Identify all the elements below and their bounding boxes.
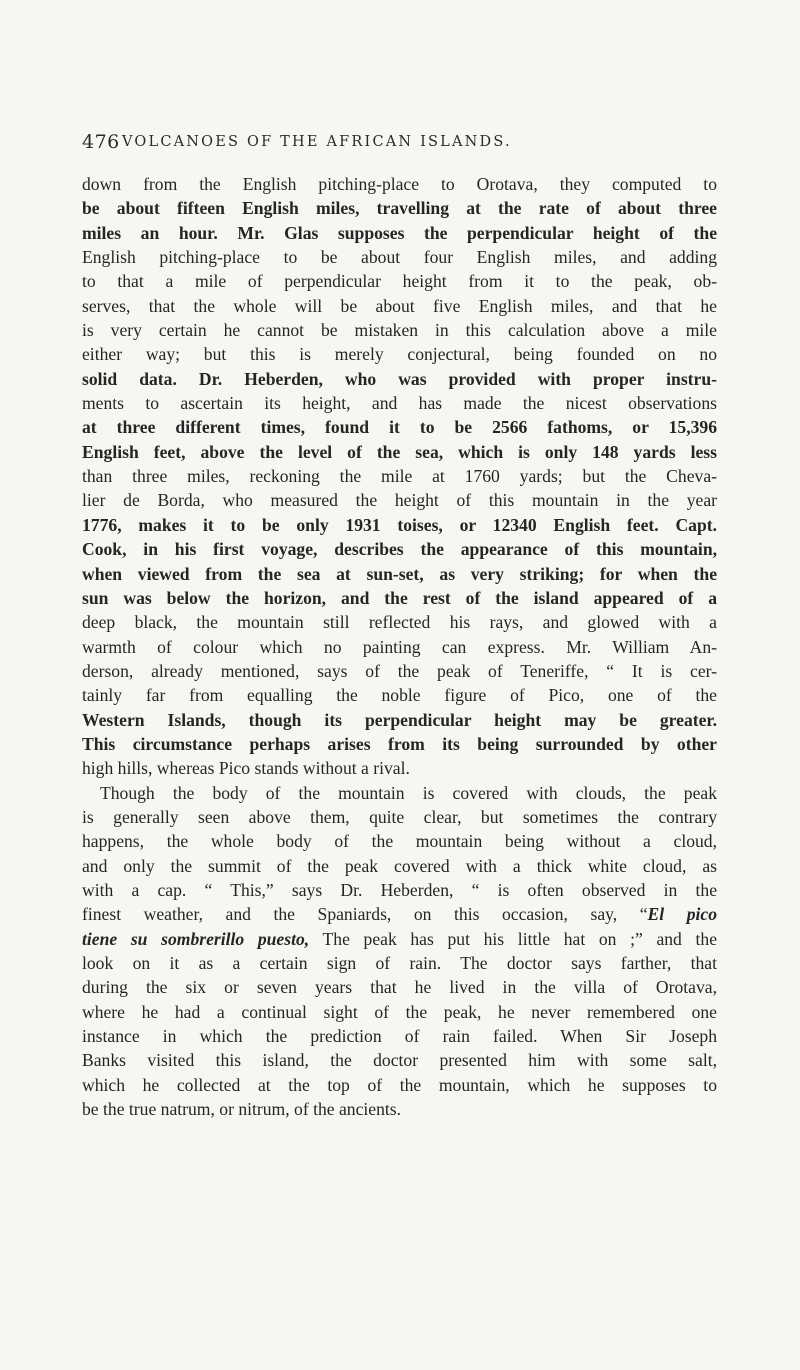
text-line: is generally seen above them, quite clear, but sometimes the contrary [82,806,717,827]
text-line [82,902,717,926]
text-line: Banks visited this island, the doctor presented him with some salt, [82,1050,717,1071]
text-line: be about fifteen English miles, travelling at the rate of about three [82,198,717,219]
text-line: ments to ascertain its height, and has made the nicest observations [82,393,717,414]
text-line: 1776, makes it to be only 1931 toises, or 12340 English feet. Capt. [82,514,717,535]
text-line: at three different times, found it to be 2566 fathoms, or 15,396 [82,417,717,438]
text-line: look on it as a certain sign of rain. The doctor says farther, that [82,953,717,973]
text-line: to that a mile of perpendicular height from it to the peak, ob- [82,271,717,292]
text-line: lier de Borda, who measured the height of this mountain in the year [82,490,717,511]
text-line: be the true natrum, or nitrum, of the ancients. [82,1099,402,1120]
text-line: when viewed from the sea at sun-set, as very striking; for when the [82,563,717,584]
text-line: This circumstance perhaps arises from its being surrounded by other [82,733,717,754]
text-line: miles an hour. Mr. Glas supposes the perpendicular height of the [82,222,717,243]
text-segment: The peak has put his little hat on ;” and the [309,928,717,949]
text-line: high hills, whereas Pico stands without a rival. [82,758,410,779]
text-line: which he collected at the top of the mountain, which he supposes to [82,1074,717,1095]
italic-phrase: El pico [647,904,717,925]
text-line: either way; but this is merely conjectural, being founded on no [82,344,717,365]
text-line: warmth of colour which no painting can express. Mr. William An- [82,636,717,657]
text-line: down from the English pitching-place to Orotava, they computed to [82,174,717,194]
text-line: Cook, in his first voyage, describes the appearance of this mountain, [82,539,717,560]
text-line: with a cap. “ This,” says Dr. Heberden, “ is often observed in the [82,879,717,900]
text-line: Western Islands, though its perpendicular height may be greater. [82,709,717,730]
text-line: sun was below the horizon, and the rest of the island appeared of a [82,587,717,608]
text-line: than three miles, reckoning the mile at 1760 yards; but the Cheva- [82,466,717,487]
page-header [82,131,712,161]
text-line: instance in which the prediction of rain failed. When Sir Joseph [82,1026,717,1047]
text-line: tainly far from equalling the noble figure of Pico, one of the [82,685,717,706]
text-line: happens, the whole body of the mountain being without a cloud, [82,831,717,852]
running-head: VOLCANOES OF THE AFRICAN ISLANDS. [122,134,512,150]
body-text [82,172,717,1121]
text-line [82,927,717,951]
text-line: English feet, above the level of the sea, which is only 148 yards less [82,441,717,462]
page-number: 476 [82,131,120,153]
text-line: during the six or seven years that he lived in the villa of Orotava, [82,977,717,998]
text-line: where he had a continual sight of the peak, he never remembered one [82,1001,717,1022]
text-segment: finest weather, and the Spaniards, on this occasion, say, “ [82,904,648,925]
text-line: English pitching-place to be about four English miles, and adding [82,247,717,268]
text-line: derson, already mentioned, says of the peak of Teneriffe, “ It is cer- [82,660,717,681]
text-line: deep black, the mountain still reflected his rays, and glowed with a [82,612,717,633]
text-line: solid data. Dr. Heberden, who was provided with proper instru- [82,368,717,389]
text-line: Though the body of the mountain is covered with clouds, the peak [100,782,717,803]
text-line: is very certain he cannot be mistaken in this calculation above a mile [82,320,717,341]
text-line: and only the summit of the peak covered with a thick white cloud, as [82,855,717,876]
text-line: serves, that the whole will be about five English miles, and that he [82,295,717,316]
italic-phrase: tiene su sombrerillo puesto, [82,928,310,949]
